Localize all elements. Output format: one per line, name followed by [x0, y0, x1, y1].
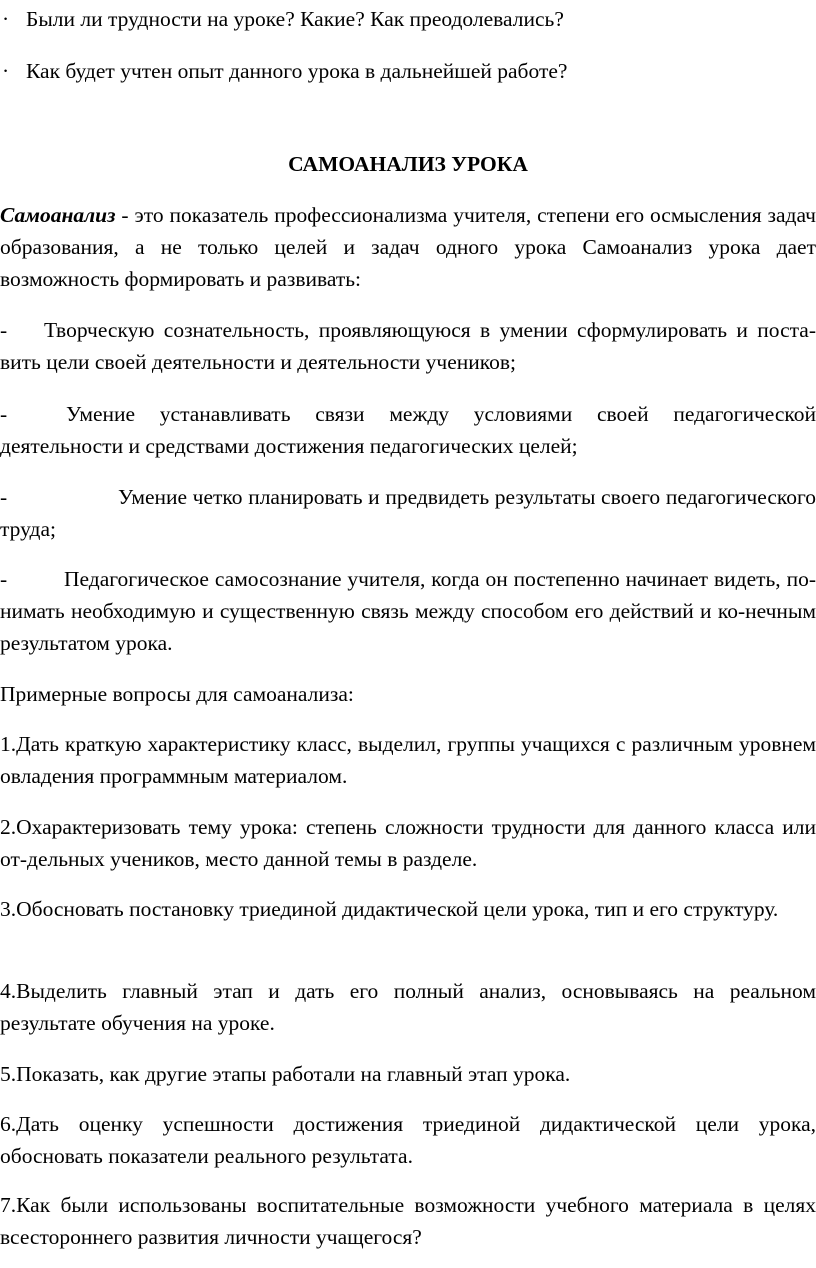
bullet-text: Как будет учтен опыт данного урока в дальнейшей работе? [26, 59, 568, 83]
question-item-1: 1.Дать краткую характеристику класс, выделил, группы учащихся с различным уровнем овладения программным материалом. [0, 732, 816, 788]
bullet-marker: · [2, 59, 10, 83]
section-title: САМОАНАЛИЗ УРОКА [288, 152, 528, 176]
question-item-4: 4.Выделить главный этап и дать его полный анализ, основываясь на реальном результате обучения на уроке. [0, 979, 816, 1035]
question-item-5: 5.Показать, как другие этапы работали на главный этап урока. [0, 1062, 571, 1086]
dash-item-text: Умение устанавливать связи между условиями своей педагогической деятельности и средствами достижения педагогических целей; [0, 402, 816, 458]
dash-item-creative-awareness [0, 314, 816, 378]
bullet-text: Были ли трудности на уроке? Какие? Как преодолевались? [26, 7, 564, 31]
bullet-item-difficulties [0, 3, 816, 35]
bullet-marker: · [2, 7, 10, 31]
dash-item-text: Педагогическое самосознание учителя, когда он постепенно начинает видеть, по-нимать необходимую и существенную связь между способом его действий и ко-нечным результатом урока. [0, 567, 816, 655]
dash-marker: - [0, 567, 8, 591]
intro-text: - это показатель профессионализма учителя, степени его осмысления задач образования, а не только целей и задач одного урока Самоанализ урока дает возможность формировать и развивать: [0, 203, 816, 291]
dash-item-text: Умение четко планировать и предвидеть результаты своего педагогического труда; [0, 485, 816, 541]
dash-item-self-awareness [0, 563, 816, 659]
question-item-6: 6.Дать оценку успешности достижения триединой дидактической цели урока, обосновать показатели реального результата. [0, 1112, 816, 1168]
dash-item-text: Творческую сознательность, проявляющуюся в умении сформулировать и поста-вить цели своей деятельности и деятельности учеников; [0, 318, 816, 374]
question-item-3: 3.Обосновать постановку триединой дидактической цели урока, тип и его структуру. [0, 897, 779, 921]
defined-term: Самоанализ [0, 203, 116, 227]
dash-item-connections [0, 398, 816, 462]
questions-heading: Примерные вопросы для самоанализа: [0, 682, 354, 706]
dash-marker: - [0, 402, 8, 426]
dash-marker: - [0, 485, 8, 509]
question-item-2: 2.Охарактеризовать тему урока: степень сложности трудности для данного класса или от-дельных учеников, место данной темы в разделе. [0, 815, 816, 871]
bullet-item-experience [0, 55, 816, 87]
dash-item-planning [0, 481, 816, 545]
question-item-7: 7.Как были использованы воспитательные возможности учебного материала в целях всестороннего развития личности учащегося? [0, 1193, 816, 1249]
dash-marker: - [0, 318, 8, 342]
intro-paragraph [0, 199, 816, 295]
